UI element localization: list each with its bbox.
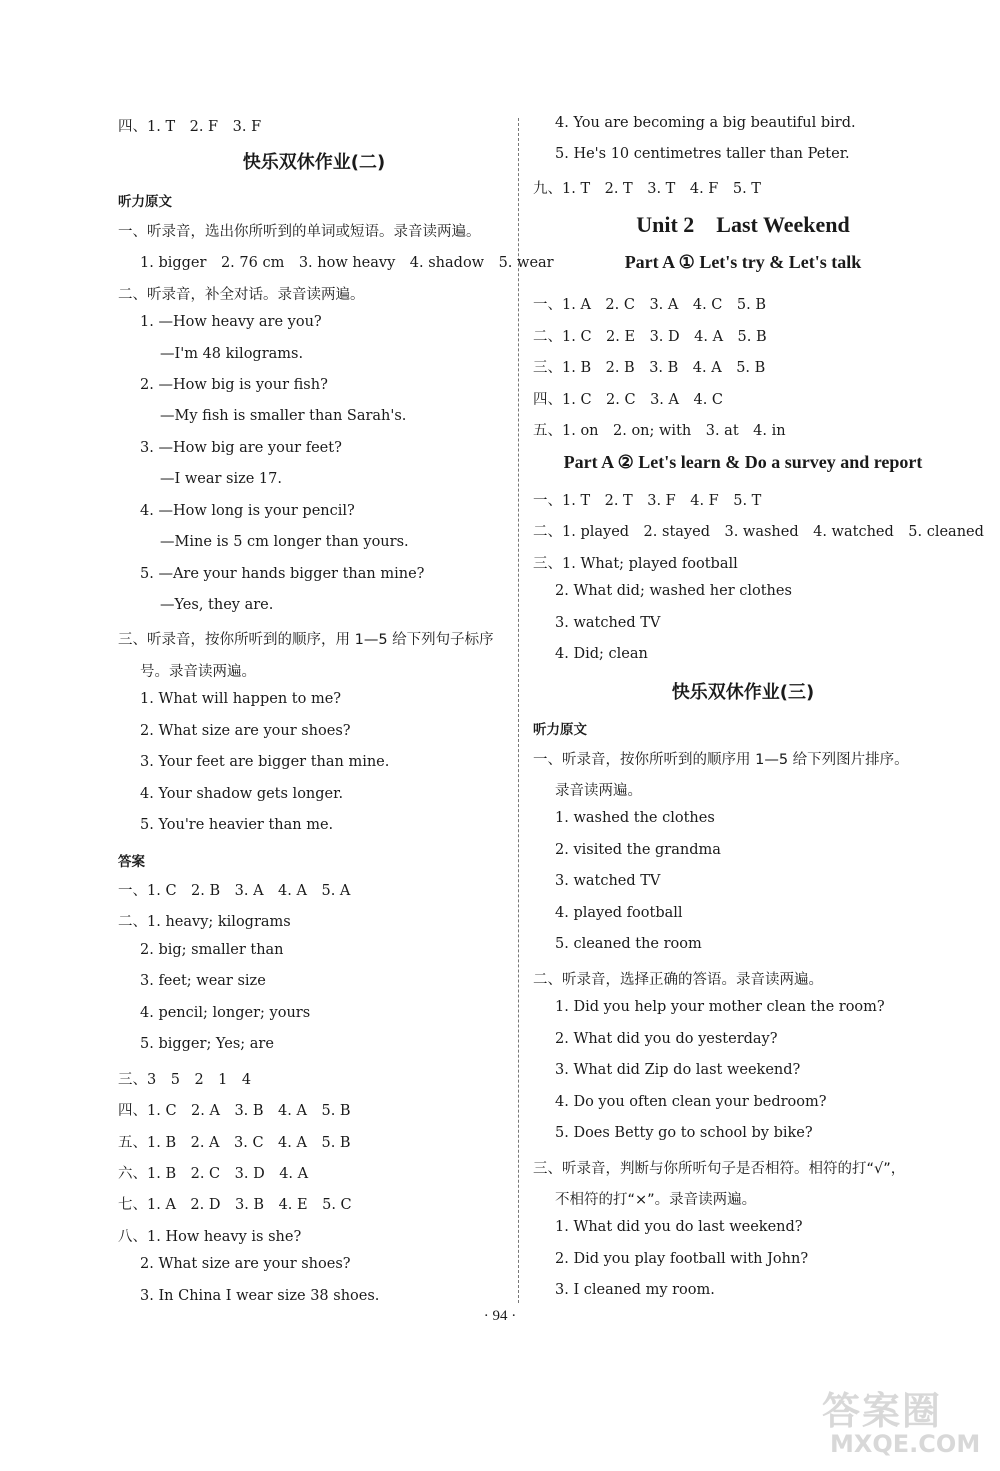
answer-line: 4. pencil; longer; yours xyxy=(140,1005,311,1021)
dialogue-answer: —I wear size 17. xyxy=(160,471,282,487)
answer-line: 一、1. C 2. B 3. A 4. A 5. A xyxy=(118,883,351,899)
answers-label: 答案 xyxy=(118,854,145,870)
question-instruction-cont: 录音读两遍。 xyxy=(555,783,642,799)
dialogue-question: 1. —How heavy are you? xyxy=(140,314,322,330)
listening-label: 听力原文 xyxy=(533,722,587,738)
question-item: 1. Did you help your mother clean the room? xyxy=(555,999,885,1015)
answer-line: 六、1. B 2. C 3. D 4. A xyxy=(118,1166,309,1182)
answer-line: 4. You are becoming a big beautiful bird. xyxy=(555,115,856,131)
dialogue-answer: —Yes, they are. xyxy=(160,597,274,613)
question-item: 2. Did you play football with John? xyxy=(555,1251,809,1267)
answer-line: 七、1. A 2. D 3. B 4. E 5. C xyxy=(118,1197,352,1213)
question-instruction: 二、听录音，选择正确的答语。录音读两遍。 xyxy=(533,972,823,988)
answer-line: 九、1. T 2. T 3. T 4. F 5. T xyxy=(533,181,761,197)
watermark-logo-text: 答案圈 xyxy=(822,1389,943,1433)
answer-line: 三、1. B 2. B 3. B 4. A 5. B xyxy=(533,360,766,376)
part-title: Part A ① Let's try & Let's talk xyxy=(624,252,862,272)
question-instruction: 三、听录音，按你所听到的顺序，用 1—5 给下列句子标序 xyxy=(118,632,494,648)
answer-line: 四、1. T 2. F 3. F xyxy=(118,119,262,135)
dialogue-answer: —Mine is 5 cm longer than yours. xyxy=(160,534,409,550)
question-instruction-cont: 号。录音读两遍。 xyxy=(140,664,256,680)
question-item: 5. cleaned the room xyxy=(555,936,702,952)
dialogue-question: 3. —How big are your feet? xyxy=(140,440,342,456)
column-divider xyxy=(518,118,519,1303)
watermark-url: MXQE.COM xyxy=(830,1430,981,1458)
question-instruction-cont: 不相符的打“×”。录音读两遍。 xyxy=(555,1192,757,1208)
answer-line: 四、1. C 2. A 3. B 4. A 5. B xyxy=(118,1103,351,1119)
dialogue-answer: —My fish is smaller than Sarah's. xyxy=(160,408,407,424)
question-item: 3. I cleaned my room. xyxy=(555,1282,715,1298)
question-item: 3. What did Zip do last weekend? xyxy=(555,1062,801,1078)
question-item: 1. washed the clothes xyxy=(555,810,715,826)
page-number: · 94 · xyxy=(483,1308,517,1324)
question-item: 5. Does Betty go to school by bike? xyxy=(555,1125,813,1141)
question-instruction: 一、听录音，选出你所听到的单词或短语。录音读两遍。 xyxy=(118,224,481,240)
answer-line: 3. In China I wear size 38 shoes. xyxy=(140,1288,380,1304)
answer-line: 5. bigger; Yes; are xyxy=(140,1036,274,1052)
answer-line: 五、1. on 2. on; with 3. at 4. in xyxy=(533,423,786,439)
answer-line: 四、1. C 2. C 3. A 4. C xyxy=(533,392,724,408)
question-item: 4. Do you often clean your bedroom? xyxy=(555,1094,827,1110)
answer-line: 一、1. A 2. C 3. A 4. C 5. B xyxy=(533,297,767,313)
answer-line: 二、1. C 2. E 3. D 4. A 5. B xyxy=(533,329,767,345)
dialogue-answer: —I'm 48 kilograms. xyxy=(160,346,304,362)
question-item: 4. played football xyxy=(555,905,683,921)
question-instruction: 三、听录音，判断与你所听句子是否相符。相符的打“√”， xyxy=(533,1161,906,1177)
answer-line: 五、1. B 2. A 3. C 4. A 5. B xyxy=(118,1135,351,1151)
question-items: 1. bigger 2. 76 cm 3. how heavy 4. shadow 5. wear xyxy=(140,255,554,271)
answer-line: 4. Did; clean xyxy=(555,646,648,662)
dialogue-question: 5. —Are your hands bigger than mine? xyxy=(140,566,425,582)
question-item: 1. What did you do last weekend? xyxy=(555,1219,803,1235)
question-instruction: 二、听录音，补全对话。录音读两遍。 xyxy=(118,287,365,303)
dialogue-question: 4. —How long is your pencil? xyxy=(140,503,355,519)
section-title: 快乐双休作业(二) xyxy=(242,152,386,173)
answer-line: 一、1. T 2. T 3. F 4. F 5. T xyxy=(533,493,762,509)
question-item: 2. What did you do yesterday? xyxy=(555,1031,778,1047)
listening-label: 听力原文 xyxy=(118,194,172,210)
answer-line: 2. What did; washed her clothes xyxy=(555,583,792,599)
answer-line: 二、1. heavy; kilograms xyxy=(118,914,291,930)
question-item: 2. visited the grandma xyxy=(555,842,721,858)
answer-line: 5. He's 10 centimetres taller than Peter. xyxy=(555,146,850,162)
question-instruction: 一、听录音，按你所听到的顺序用 1—5 给下列图片排序。 xyxy=(533,752,909,768)
answer-line: 3. watched TV xyxy=(555,615,661,631)
answer-line: 八、1. How heavy is she? xyxy=(118,1229,302,1245)
question-item: 1. What will happen to me? xyxy=(140,691,342,707)
watermark xyxy=(822,1380,994,1462)
answer-line: 二、1. played 2. stayed 3. washed 4. watched 5. cleaned xyxy=(533,524,984,540)
answer-line: 3. feet; wear size xyxy=(140,973,266,989)
question-item: 3. watched TV xyxy=(555,873,661,889)
question-item: 5. You're heavier than me. xyxy=(140,817,334,833)
question-item: 3. Your feet are bigger than mine. xyxy=(140,754,390,770)
question-item: 4. Your shadow gets longer. xyxy=(140,786,344,802)
part-title: Part A ② Let's learn & Do a survey and report xyxy=(563,452,923,472)
unit-title: Unit 2 Last Weekend xyxy=(636,212,850,237)
dialogue-question: 2. —How big is your fish? xyxy=(140,377,328,393)
answer-line: 三、1. What; played football xyxy=(533,556,738,572)
answer-line: 三、3 5 2 1 4 xyxy=(118,1072,252,1088)
answer-line: 2. big; smaller than xyxy=(140,942,284,958)
question-item: 2. What size are your shoes? xyxy=(140,723,351,739)
section-title: 快乐双休作业(三) xyxy=(671,682,815,703)
answer-line: 2. What size are your shoes? xyxy=(140,1256,351,1272)
